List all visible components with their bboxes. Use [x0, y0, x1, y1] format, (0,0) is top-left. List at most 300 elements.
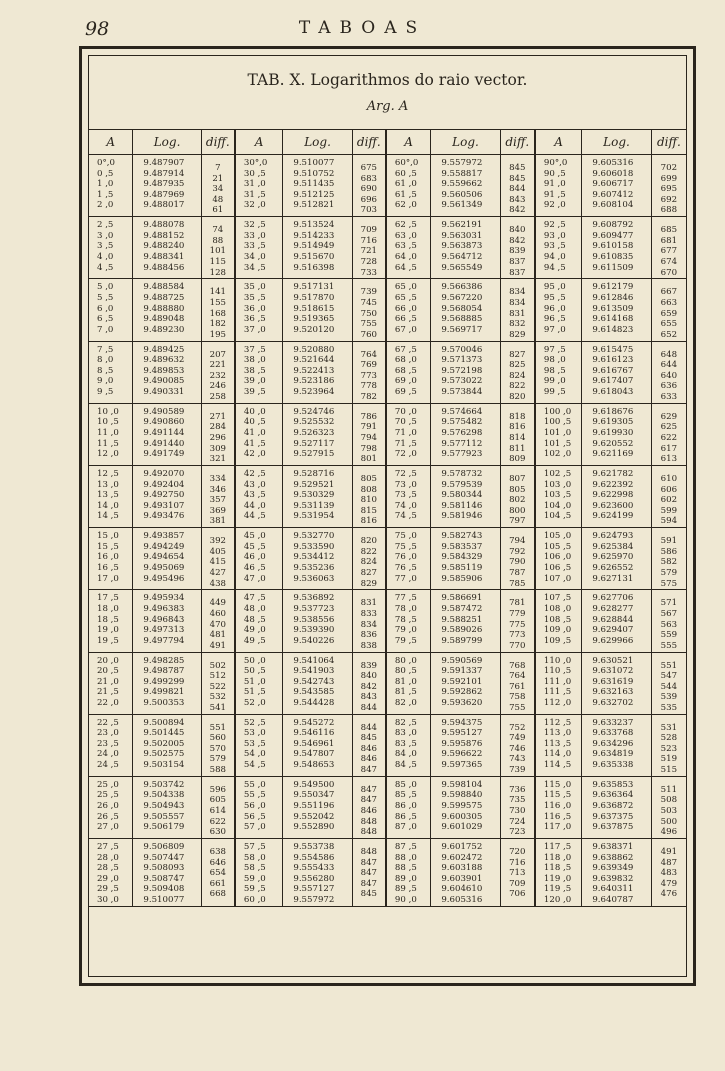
table-value: 610	[660, 473, 678, 484]
table-value: 55 ,5	[243, 790, 266, 801]
logarithm-cell	[283, 465, 352, 527]
logarithm-cell	[582, 279, 651, 341]
table-value: 749	[509, 733, 526, 744]
table-value: 42 ,5	[243, 468, 266, 479]
table-value: 415	[209, 557, 227, 568]
table-value: 90°,0	[543, 158, 568, 168]
table-value: 674	[660, 256, 678, 267]
table-value: 800	[509, 505, 526, 516]
table-value: 9.532770	[293, 531, 335, 542]
table-value: 692	[660, 194, 678, 205]
logarithm-cell	[431, 714, 500, 776]
table-value: 54 ,0	[243, 749, 266, 760]
table-value: 9.620552	[592, 438, 634, 449]
table-value: 33 ,0	[243, 230, 266, 241]
argument-cell	[235, 341, 283, 403]
argument-cell	[235, 279, 283, 341]
table-value: 17 ,5	[97, 593, 119, 604]
table-value: 75 ,0	[394, 531, 417, 542]
argument-cell	[235, 465, 283, 527]
table-value: 9.583537	[441, 541, 483, 552]
table-value: 9.625970	[592, 552, 634, 563]
logarithm-cell	[431, 465, 500, 527]
table-value: 9.488240	[143, 241, 185, 252]
table-value: 834	[509, 297, 526, 308]
table-value: 9.534412	[293, 552, 335, 563]
table-value: 842	[509, 205, 526, 216]
table-value: 5 ,0	[97, 282, 114, 293]
table-value: 9.487907	[143, 158, 185, 168]
argument-cell	[535, 652, 582, 714]
table-value: 97 ,5	[543, 344, 566, 355]
difference-cell	[651, 776, 686, 838]
table-argument: Arg. A	[366, 99, 409, 114]
table-value: 113 ,5	[543, 738, 572, 749]
table-value: 696	[360, 194, 378, 205]
table-value: 9.609477	[592, 230, 634, 241]
table-value: 9.571373	[441, 355, 483, 366]
difference-cell	[651, 652, 686, 714]
table-value: 35 ,5	[243, 292, 266, 303]
difference-cell	[352, 776, 386, 838]
table-value: 114 ,0	[543, 749, 572, 760]
table-value: 831	[509, 308, 526, 319]
table-value: 115	[209, 256, 227, 267]
table-value: 68 ,0	[394, 355, 417, 366]
table-row	[89, 465, 686, 527]
table-value: 114 ,5	[543, 760, 572, 771]
table-value: 9.492070	[143, 468, 185, 479]
table-value: 591	[660, 536, 678, 547]
table-value: 94 ,0	[543, 251, 566, 262]
table-value: 843	[360, 692, 378, 703]
table-value: 9.490589	[143, 406, 185, 417]
table-value: 9.558817	[441, 168, 483, 179]
table-value: 61 ,5	[394, 189, 417, 200]
table-value: 605	[209, 795, 227, 806]
difference-cell	[352, 465, 386, 527]
table-value: 9.550347	[293, 790, 335, 801]
table-value: 100 ,0	[543, 406, 572, 417]
table-value: 16 ,0	[97, 552, 119, 563]
table-value: 9.613509	[592, 303, 634, 314]
table-value: 102 ,5	[543, 468, 572, 479]
table-value: 9.554586	[293, 852, 335, 863]
table-value: 2 ,0	[97, 200, 114, 211]
table-value: 839	[509, 246, 526, 257]
table-value: 9.495934	[143, 593, 185, 604]
table-value: 88	[212, 235, 224, 246]
difference-cell	[500, 341, 535, 403]
table-value: 91 ,0	[543, 179, 566, 190]
table-value: 847	[360, 868, 378, 879]
table-value: 633	[660, 391, 678, 402]
table-value: 723	[509, 827, 526, 838]
logarithm-cell	[283, 590, 352, 652]
table-value: 528	[660, 733, 678, 744]
table-value: 44 ,0	[243, 500, 266, 511]
table-value: 840	[360, 671, 378, 682]
table-value: 9.624793	[592, 531, 634, 542]
table-value: 102 ,0	[543, 449, 572, 460]
table-value: 11 ,5	[97, 438, 119, 449]
table-value: 9.566386	[441, 282, 483, 293]
table-value: 30°,0	[243, 158, 268, 168]
argument-cell	[535, 341, 582, 403]
table-value: 9.638862	[592, 852, 634, 863]
argument-cell	[535, 776, 582, 838]
table-value: 837	[509, 256, 526, 267]
table-value: 7 ,0	[97, 324, 114, 335]
table-value: 116 ,5	[543, 811, 572, 822]
table-row	[89, 652, 686, 714]
logarithm-cell	[283, 341, 352, 403]
table-title: TAB. X. Logarithmos do raio vector.	[247, 71, 528, 89]
argument-cell	[535, 839, 582, 907]
table-value: 103 ,0	[543, 479, 572, 490]
logarithm-cell	[582, 465, 651, 527]
table-value: 77 ,5	[394, 593, 417, 604]
table-value: 0°,0	[97, 158, 115, 168]
table-row	[89, 714, 686, 776]
table-value: 119 ,0	[543, 873, 572, 884]
logarithm-cell	[582, 217, 651, 279]
table-value: 9.633237	[592, 717, 634, 728]
table-value: 118 ,0	[543, 852, 572, 863]
table-value: 845	[360, 733, 378, 744]
argument-cell	[89, 279, 133, 341]
table-value: 764	[360, 349, 378, 360]
table-value: 9.632702	[592, 697, 634, 708]
table-value: 541	[209, 702, 227, 713]
table-value: 52 ,0	[243, 697, 266, 708]
table-value: 9.594375	[441, 717, 483, 728]
argument-cell	[89, 652, 133, 714]
table-value: 515	[660, 765, 678, 776]
logarithm-cell	[133, 155, 201, 217]
table-value: 34 ,5	[243, 262, 266, 273]
table-value: 9.631619	[592, 676, 634, 687]
table-value: 827	[360, 567, 378, 578]
table-value: 560	[209, 733, 227, 744]
table-value: 9.600305	[441, 811, 483, 822]
table-value: 606	[660, 484, 678, 495]
table-value: 602	[660, 495, 678, 506]
table-value: 106 ,5	[543, 562, 572, 573]
logarithm-cell	[133, 341, 201, 403]
table-value: 107 ,0	[543, 573, 572, 584]
table-value: 824	[509, 370, 526, 381]
table-value: 845	[509, 163, 526, 173]
table-value: 449	[209, 598, 227, 609]
logarithm-cell	[133, 590, 201, 652]
table-value: 801	[360, 454, 378, 465]
table-value: 7 ,5	[97, 344, 114, 355]
logarithm-cell	[431, 403, 500, 465]
table-value: 9.614168	[592, 314, 634, 325]
table-value: 9.622998	[592, 490, 634, 501]
logarithm-cell	[133, 465, 201, 527]
table-value: 625	[660, 422, 678, 433]
table-value: 106 ,0	[543, 552, 572, 563]
table-value: 67 ,5	[394, 344, 417, 355]
log-header: Log.	[133, 130, 201, 155]
logarithm-cell	[283, 839, 352, 907]
log-header: Log.	[582, 130, 651, 155]
table-value: 9.593620	[441, 697, 483, 708]
table-value: 405	[209, 546, 227, 557]
table-value: 761	[509, 681, 526, 692]
logarithm-cell	[283, 714, 352, 776]
table-value: 713	[509, 868, 526, 879]
table-value: 96 ,0	[543, 303, 566, 314]
table-value: 9.581146	[441, 500, 483, 511]
table-value: 50 ,5	[243, 666, 266, 677]
table-value: 438	[209, 578, 227, 589]
table-value: 847	[360, 857, 378, 868]
table-value: 728	[360, 256, 378, 267]
table-value: 26 ,0	[97, 801, 119, 812]
table-value: 119 ,5	[543, 884, 572, 895]
table-value: 36 ,0	[243, 303, 266, 314]
table-value: 110 ,0	[543, 655, 572, 666]
logarithm-table	[89, 130, 686, 907]
table-value: 10 ,0	[97, 406, 119, 417]
table-value: 9.552890	[293, 822, 335, 833]
log-header: Log.	[431, 130, 500, 155]
table-value: 9.544428	[293, 697, 335, 708]
table-value: 101 ,0	[543, 427, 572, 438]
table-value: 652	[660, 329, 678, 340]
table-value: 39 ,5	[243, 386, 266, 397]
table-value: 9.492750	[143, 490, 185, 501]
difference-cell	[500, 839, 535, 907]
table-value: 16 ,5	[97, 562, 119, 573]
table-value: 805	[509, 484, 526, 495]
table-value: 571	[660, 598, 678, 609]
table-value: 9.529521	[293, 479, 335, 490]
table-value: 9.513524	[293, 220, 335, 231]
table-value: 9.488017	[143, 200, 185, 211]
table-value: 10 ,5	[97, 417, 119, 428]
table-value: 9.565549	[441, 262, 483, 273]
logarithm-cell	[283, 652, 352, 714]
table-value: 117 ,5	[543, 842, 572, 853]
table-value: 9.557972	[293, 895, 335, 906]
argument-cell	[386, 776, 431, 838]
table-value: 39 ,0	[243, 376, 266, 387]
argument-cell	[89, 590, 133, 652]
table-value: 23 ,5	[97, 738, 119, 749]
table-value: 82 ,5	[394, 717, 417, 728]
table-value: 117 ,0	[543, 822, 572, 833]
table-value: 778	[360, 381, 378, 392]
table-value: 746	[509, 743, 526, 754]
log-header: Log.	[283, 130, 352, 155]
table-value: 551	[660, 660, 678, 671]
logarithm-cell	[431, 776, 500, 838]
table-value: 827	[509, 349, 526, 360]
table-value: 20 ,0	[97, 655, 119, 666]
difference-cell	[651, 217, 686, 279]
table-value: 9.499821	[143, 687, 185, 698]
table-value: 9.499299	[143, 676, 185, 687]
table-value: 792	[509, 546, 526, 557]
table-value: 392	[209, 536, 227, 547]
table-value: 567	[660, 608, 678, 619]
difference-cell	[352, 714, 386, 776]
table-value: 9.634819	[592, 749, 634, 760]
table-value: 9.497313	[143, 625, 185, 636]
table-value: 9.627706	[592, 593, 634, 604]
table-value: 730	[509, 806, 526, 817]
table-value: 9.633768	[592, 728, 634, 739]
table-value: 9.490085	[143, 376, 185, 387]
logarithm-cell	[283, 217, 352, 279]
table-value: 825	[509, 360, 526, 371]
table-value: 30 ,0	[97, 895, 119, 906]
table-value: 9.509408	[143, 884, 185, 895]
table-value: 105 ,0	[543, 531, 572, 542]
table-value: 37 ,5	[243, 344, 266, 355]
table-value: 99 ,5	[543, 386, 566, 397]
table-value: 736	[509, 784, 526, 795]
table-value: 18 ,5	[97, 614, 119, 625]
table-value: 648	[660, 349, 678, 360]
table-value: 70 ,0	[394, 406, 417, 417]
table-value: 9.619930	[592, 427, 634, 438]
difference-cell	[352, 341, 386, 403]
table-value: 9.488584	[143, 282, 185, 293]
logarithm-cell	[582, 839, 651, 907]
table-value: 51 ,0	[243, 676, 266, 687]
table-value: 103 ,5	[543, 490, 572, 501]
table-value: 115 ,0	[543, 779, 572, 790]
table-value: 25 ,5	[97, 790, 119, 801]
table-value: 57 ,5	[243, 842, 266, 853]
table-value: 9.598104	[441, 779, 483, 790]
table-inner-frame	[88, 55, 687, 977]
table-value: 9.579539	[441, 479, 483, 490]
argument-cell	[89, 714, 133, 776]
table-value: 9.589026	[441, 625, 483, 636]
table-value: 112 ,0	[543, 697, 572, 708]
table-value: 9.527915	[293, 449, 335, 460]
table-value: 110 ,5	[543, 666, 572, 677]
table-value: 71 ,0	[394, 427, 417, 438]
table-value: 9.601029	[441, 822, 483, 833]
table-value: 9.492404	[143, 479, 185, 490]
table-value: 81 ,5	[394, 687, 417, 698]
table-row	[89, 279, 686, 341]
table-value: 5 ,5	[97, 292, 114, 303]
table-row	[89, 155, 686, 217]
table-value: 659	[660, 308, 678, 319]
table-value: 113 ,0	[543, 728, 572, 739]
logarithm-cell	[133, 279, 201, 341]
table-value: 9.504943	[143, 801, 185, 812]
table-value: 19 ,5	[97, 635, 119, 646]
table-value: 67 ,0	[394, 324, 417, 335]
table-value: 427	[209, 567, 227, 578]
table-value: 9.570046	[441, 344, 483, 355]
table-value: 22 ,0	[97, 697, 119, 708]
table-value: 9.606717	[592, 179, 634, 190]
table-value: 49 ,5	[243, 635, 266, 646]
table-value: 46 ,0	[243, 552, 266, 563]
logarithm-cell	[582, 590, 651, 652]
table-value: 764	[509, 671, 526, 682]
table-value: 22 ,5	[97, 717, 119, 728]
table-value: 58 ,0	[243, 852, 266, 863]
table-value: 9.495496	[143, 573, 185, 584]
table-value: 9.589799	[441, 635, 483, 646]
table-value: 108 ,0	[543, 603, 572, 614]
table-value: 9.487935	[143, 179, 185, 190]
table-value: 685	[660, 225, 678, 236]
table-value: 9.630521	[592, 655, 634, 666]
table-value: 9.490860	[143, 417, 185, 428]
table-value: 47 ,5	[243, 593, 266, 604]
table-value: 9.548653	[293, 760, 335, 771]
table-value: 683	[360, 173, 378, 184]
table-value: 104 ,5	[543, 511, 572, 522]
table-value: 844	[360, 722, 378, 733]
table-value: 9.491749	[143, 449, 185, 460]
table-value: 55 ,0	[243, 779, 266, 790]
table-value: 9.608104	[592, 200, 634, 211]
table-value: 4 ,5	[97, 262, 114, 273]
table-value: 476	[660, 889, 678, 900]
table-value: 9.556280	[293, 873, 335, 884]
table-value: 9.611509	[592, 262, 634, 273]
table-value: 9.637875	[592, 822, 634, 833]
table-value: 9.501445	[143, 728, 185, 739]
table-value: 111 ,0	[543, 676, 572, 687]
table-value: 84 ,5	[394, 760, 417, 771]
table-value: 483	[660, 868, 678, 879]
table-value: 31 ,0	[243, 179, 266, 190]
logarithm-cell	[431, 590, 500, 652]
table-value: 17 ,0	[97, 573, 119, 584]
table-value: 85 ,5	[394, 790, 417, 801]
table-value: 60 ,0	[243, 895, 266, 906]
table-value: 9.522413	[293, 365, 335, 376]
difference-cell	[500, 217, 535, 279]
table-value: 9.567220	[441, 292, 483, 303]
table-value: 743	[509, 754, 526, 765]
table-value: 11 ,0	[97, 427, 119, 438]
table-value: 9.580344	[441, 490, 483, 501]
table-value: 9.541064	[293, 655, 335, 666]
table-value: 109 ,0	[543, 625, 572, 636]
table-value: 18 ,0	[97, 603, 119, 614]
table-value: 62 ,0	[394, 200, 417, 211]
table-value: 9.516398	[293, 262, 335, 273]
table-value: 232	[209, 370, 227, 381]
table-value: 487	[660, 857, 678, 868]
table-value: 834	[360, 619, 378, 630]
argument-cell	[235, 839, 283, 907]
table-value: 834	[509, 287, 526, 298]
table-value: 9.527117	[293, 438, 335, 449]
table-value: 109 ,5	[543, 635, 572, 646]
argument-cell	[386, 279, 431, 341]
argument-cell	[386, 528, 431, 590]
table-value: 112 ,5	[543, 717, 572, 728]
table-value: 9.495069	[143, 562, 185, 573]
table-value: 9.581946	[441, 511, 483, 522]
